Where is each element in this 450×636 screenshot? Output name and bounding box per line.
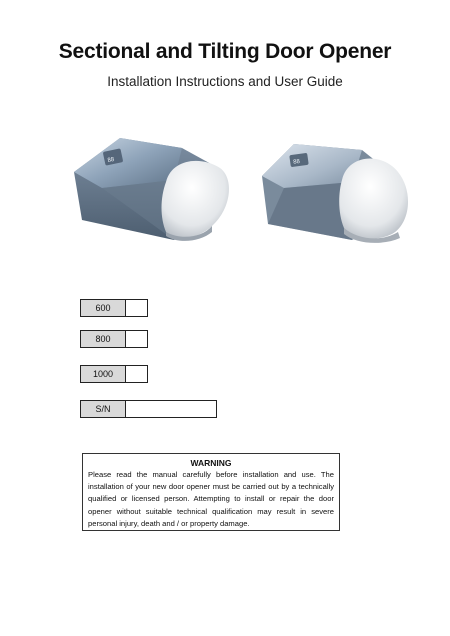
model-label: 1000 (80, 365, 126, 383)
opener-unit-right (262, 144, 408, 243)
door-opener-units-illustration (62, 128, 432, 258)
svg-text:88: 88 (292, 158, 301, 166)
model-label: 800 (80, 330, 126, 348)
warning-title: WARNING (190, 458, 232, 468)
warning-text: Please read the manual carefully before installation and use. The installation of your new door opener must be carried out by a technically qualified or licensed person. Attempting to install or repair the door opener without suitable technical qualification may result in severe personal injury, death and / or property damage. (88, 470, 334, 528)
document-title: Sectional and Tilting Door Opener (58, 40, 392, 63)
model-checkbox[interactable] (126, 299, 148, 317)
opener-unit-left (74, 138, 229, 241)
document-subtitle: Installation Instructions and User Guide (107, 74, 343, 89)
svg-text:88: 88 (107, 156, 115, 165)
serial-number-label: S/N (80, 400, 126, 418)
warning-box (82, 453, 340, 531)
serial-number-field[interactable] (126, 400, 217, 418)
model-checkbox[interactable] (126, 330, 148, 348)
model-checkbox[interactable] (126, 365, 148, 383)
model-label: 600 (80, 299, 126, 317)
